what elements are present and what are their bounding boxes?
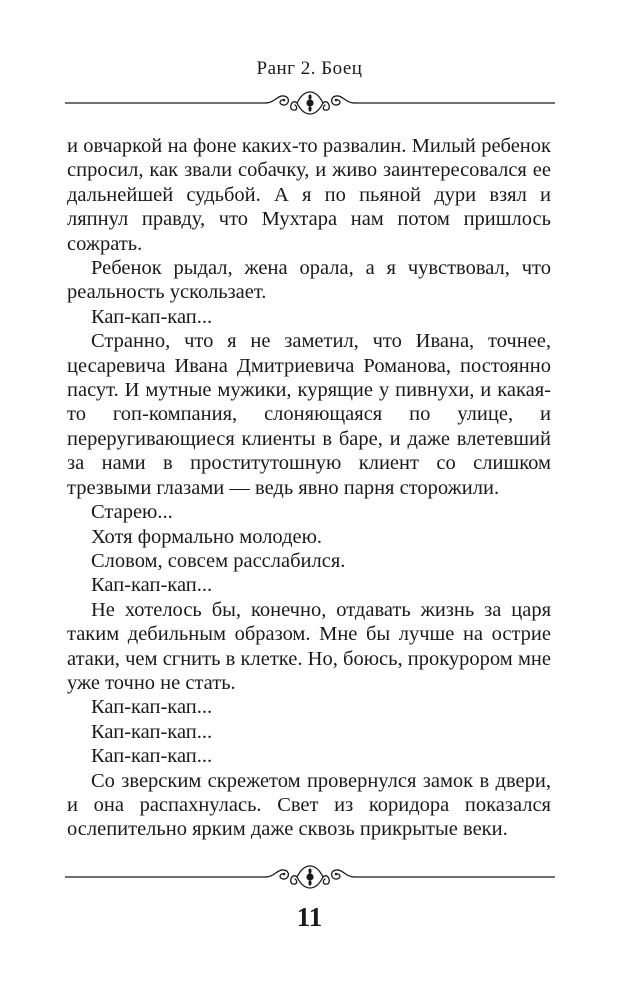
paragraph: Странно, что я не заметил, что Ивана, точнее, цесаревича Ивана Дмитриевича Романова, постоянно пасут. И мутные мужики, курящие у пивнухи, и какая-то гоп-компания, слоняющаяся по улице, и переругивающиеся клиенты в баре, и даже влетевший за нами в проститутошную клиент со слишком трезвыми глазами — ведь явно парня сторожили. [67, 330, 551, 499]
paragraph: Кап-кап-кап... [91, 745, 213, 768]
body-text [67, 134, 551, 842]
paragraph: Со зверским скрежетом провернулся замок в двери, и она распахнулась. Свет из коридора показался ослепительно ярким даже сквозь прикрытые веки. [67, 769, 551, 841]
running-head: Ранг 2. Боец [256, 58, 363, 79]
ornament-divider-top-icon [65, 88, 555, 118]
paragraph: Не хотелось бы, конечно, отдавать жизнь за царя таким дебильным образом. Мне бы лучше на острие атаки, чем сгнить в клетке. Но, боюсь, прокурором мне уже точно не стать. [67, 598, 551, 694]
paragraph: Кап-кап-кап... [91, 305, 213, 328]
paragraph: Кап-кап-кап... [91, 720, 213, 743]
paragraph: Кап-кап-кап... [91, 574, 213, 597]
ornament-divider-bottom-icon [65, 862, 555, 892]
paragraph: Ребенок рыдал, жена орала, а я чувствовал, что реальность ускользает. [67, 257, 551, 304]
paragraph: Словом, совсем расслабился. [91, 549, 346, 572]
paragraph: Кап-кап-кап... [91, 696, 213, 719]
paragraph: Хотя формально молодею. [91, 525, 323, 548]
paragraph: и овчаркой на фоне каких-то развалин. Милый ребенок спросил, как звали собачку, и живо заинтересовался ее дальнейшей судьбой. А я по пьяной дури взял и ляпнул правду, что Мухтара нам потом пришлось сожрать. [67, 135, 551, 255]
page-number: 11 [296, 902, 323, 932]
paragraph: Старею... [91, 501, 173, 524]
